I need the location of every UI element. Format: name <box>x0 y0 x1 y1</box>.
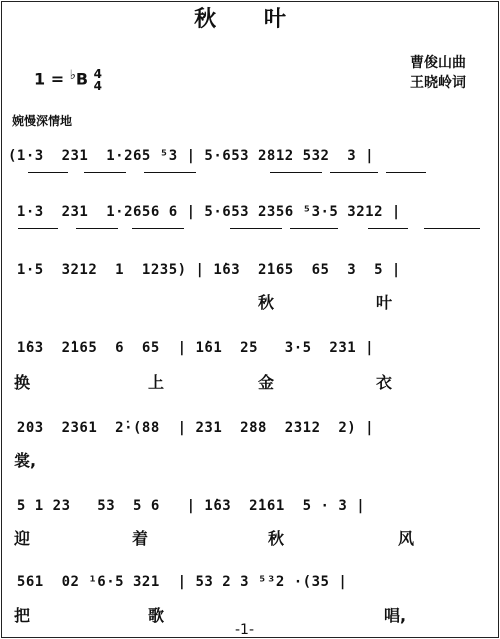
notation-row-4: 1̇63 2̇165 6 65 | 1̇61 25 3·5 231 | <box>8 340 375 356</box>
beam <box>290 228 338 229</box>
time-bottom: 4 <box>93 79 102 93</box>
lyric-word: 唱, <box>384 606 407 625</box>
beam <box>386 172 426 173</box>
beam <box>84 172 126 173</box>
lyric-word: 换 <box>14 373 31 392</box>
key-note: B <box>75 69 89 89</box>
lyric-word: 上 <box>148 373 165 392</box>
lyricist-credit: 王晓岭词 <box>410 75 466 91</box>
beam <box>270 172 322 173</box>
lyric-word: 金 <box>258 373 275 392</box>
composer-credit: 曹俊山曲 <box>410 55 466 71</box>
lyric-word: 歌 <box>148 606 165 625</box>
beam <box>368 228 408 229</box>
beam <box>76 228 118 229</box>
song-title: 秋 叶 <box>194 7 306 32</box>
time-top: 4 <box>93 67 102 81</box>
lyric-word: 秋 <box>258 293 275 312</box>
flat-symbol: ♭ <box>69 67 76 83</box>
lyric-word: 衣 <box>376 373 393 392</box>
lyric-word: 叶 <box>376 293 393 312</box>
page-frame <box>1 1 499 638</box>
beam <box>132 228 184 229</box>
beam <box>144 172 196 173</box>
time-signature <box>94 68 102 92</box>
notation-row-5: 203 2361 2̇·(88 | 231 288 2312 2) | <box>8 420 375 436</box>
beam <box>230 228 282 229</box>
tempo-marking: 婉慢深情地 <box>12 114 73 128</box>
notation-row-1: (1·3 231 1·265 ⁵3 | 5·653 2812 532 3 | <box>8 148 375 164</box>
key-prefix: 1 = <box>34 69 65 89</box>
lyric-word: 迎 <box>14 529 31 548</box>
beam <box>424 228 480 229</box>
notation-row-7: 561 02 ¹6·5 321 | 53 2 3 ⁵³2 ·(35 | <box>8 574 348 590</box>
page-number: -1- <box>235 622 255 638</box>
notation-row-3: 1·5 3212 1 1235) | 1̇63 2̇165 65 3 5 | <box>8 262 401 278</box>
lyric-word: 风 <box>398 529 415 548</box>
lyric-word: 把 <box>14 606 31 625</box>
key-signature <box>34 68 102 92</box>
notation-row-6: 5 1 23 53 5 6 | 1̇63 2̇161 5 · 3 | <box>8 498 366 514</box>
beam <box>18 228 58 229</box>
lyric-word: 秋 <box>268 529 285 548</box>
notation-row-2: 1·3 231 1·2656 6 | 5·653 2356 ⁵3·5 3212 | <box>8 204 401 220</box>
lyric-word: 裳, <box>14 451 37 470</box>
beam <box>28 172 68 173</box>
beam <box>330 172 378 173</box>
lyric-word: 着 <box>132 529 149 548</box>
